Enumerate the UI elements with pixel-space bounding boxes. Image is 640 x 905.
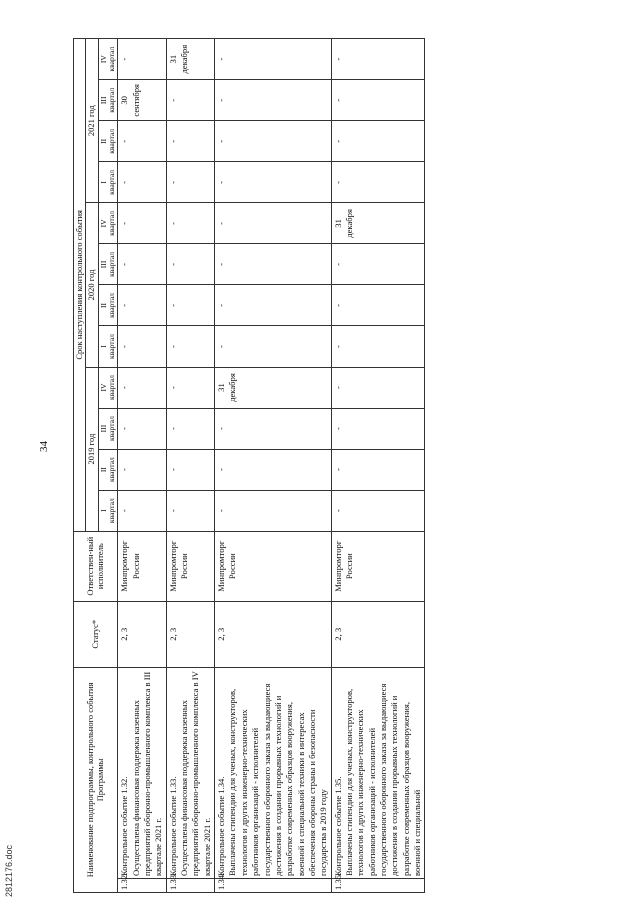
quarter-numeral: I (98, 509, 108, 512)
event-text: Выплачены стипендии для ученых, конструкторов, технологов и других инженерно-технических работников организаций - исполнителей государственного оборонного заказа за выдающиеся достижения в создании прорывных технологий и разработке современных образцов вооружения, военной и специальной техники в интересах обеспечения обороны страны и безопасности государства в 2019 году (227, 683, 329, 876)
quarter-deadline-cell: 31 декабря (166, 39, 214, 80)
quarter-deadline-cell: - (118, 121, 166, 162)
table-row (166, 39, 214, 893)
event-description (331, 667, 425, 878)
header-quarter-cell (98, 408, 118, 449)
quarter-deadline-cell: - (215, 408, 331, 449)
table-header (74, 39, 118, 893)
quarter-numeral: IV (98, 383, 108, 392)
quarter-deadline-cell: - (166, 203, 214, 244)
event-title: Контрольное событие 1.33. (167, 776, 178, 876)
header-quarter-cell (98, 244, 118, 285)
quarter-deadline-cell: - (331, 244, 425, 285)
quarter-deadline-cell: - (118, 490, 166, 531)
quarter-deadline-cell: - (331, 449, 425, 490)
quarter-deadline-cell: - (166, 244, 214, 285)
quarter-word: квартал (107, 87, 117, 113)
quarter-deadline-cell: - (166, 449, 214, 490)
quarter-deadline-cell: - (215, 162, 331, 203)
header-responsible-column: Ответствен-ный исполнитель (74, 531, 118, 601)
status-value: 2, 3 (215, 601, 331, 667)
responsible-executor: Минпромторг России (166, 531, 214, 601)
quarter-deadline-cell: - (166, 285, 214, 326)
header-quarter-cell (98, 162, 118, 203)
quarter-deadline-cell: - (331, 326, 425, 367)
quarter-numeral: I (98, 181, 108, 184)
table-row (118, 39, 166, 893)
quarter-deadline-cell: - (118, 326, 166, 367)
quarter-deadline-cell: - (331, 285, 425, 326)
row-number: 1.34. (215, 879, 331, 893)
quarter-deadline-cell: - (331, 121, 425, 162)
quarter-deadline-cell: 31 декабря (215, 367, 331, 408)
table-body (118, 39, 425, 893)
quarter-deadline-cell: - (331, 490, 425, 531)
quarter-deadline-cell: - (118, 449, 166, 490)
quarter-numeral: III (98, 96, 108, 105)
quarter-deadline-cell: 31 декабря (331, 203, 425, 244)
quarter-word: квартал (107, 169, 117, 195)
quarter-numeral: IV (98, 55, 108, 64)
event-title: Контрольное событие 1.35. (332, 776, 343, 876)
quarter-deadline-cell: - (166, 367, 214, 408)
header-quarter-cell (98, 39, 118, 80)
header-name-column: Наименование подпрограммы, контрольного события Программы (74, 667, 118, 892)
control-events-table (73, 38, 425, 893)
rotated-table-container (73, 38, 618, 893)
event-description (166, 667, 214, 878)
table-row (331, 39, 425, 893)
quarter-deadline-cell: - (331, 367, 425, 408)
quarter-numeral: III (98, 424, 108, 433)
quarter-numeral: II (98, 138, 108, 144)
quarter-deadline-cell: - (331, 39, 425, 80)
row-number: 1.33. (166, 879, 214, 893)
quarter-deadline-cell: - (215, 285, 331, 326)
header-quarter-cell (98, 285, 118, 326)
quarter-deadline-cell: 30 сентября (118, 80, 166, 121)
quarter-word: квартал (107, 457, 117, 483)
quarter-deadline-cell: - (118, 39, 166, 80)
quarter-deadline-cell: - (166, 80, 214, 121)
header-quarter-cell (98, 80, 118, 121)
quarter-numeral: I (98, 345, 108, 348)
event-text: Осуществлена финансовая поддержка казенных предприятий оборонно-промышленного комплекса в III квартале 2021 г. (130, 671, 164, 876)
quarter-deadline-cell: - (215, 326, 331, 367)
quarter-deadline-cell: - (166, 121, 214, 162)
header-quarter-cell (98, 121, 118, 162)
header-year-2019: 2019 год (86, 367, 98, 531)
quarter-deadline-cell: - (166, 408, 214, 449)
header-quarter-cell (98, 449, 118, 490)
quarter-deadline-cell: - (118, 408, 166, 449)
quarter-word: квартал (107, 252, 117, 277)
quarter-word: квартал (107, 46, 117, 72)
quarter-word: квартал (107, 416, 117, 442)
quarter-deadline-cell: - (215, 121, 331, 162)
event-text: Выплачены стипендии для ученых, конструкторов, технологов и других инженерно-технических работников организаций - исполнителей государственного оборонного заказа за выдающиеся достижения в создании прорывных технологий и разработке современных образцов вооружения, военной и специальной (343, 683, 422, 876)
quarter-word: квартал (107, 128, 117, 154)
header-year-2020: 2020 год (86, 203, 98, 367)
quarter-deadline-cell: - (118, 367, 166, 408)
responsible-executor: Минпромторг России (215, 531, 331, 601)
quarter-word: квартал (107, 293, 117, 318)
header-quarter-cell (98, 326, 118, 367)
status-value: 2, 3 (331, 601, 425, 667)
quarter-deadline-cell: - (331, 162, 425, 203)
quarter-deadline-cell: - (166, 490, 214, 531)
quarter-word: квартал (107, 334, 117, 359)
row-number: 1.35. (331, 879, 425, 893)
header-quarter-cell (98, 490, 118, 531)
status-value: 2, 3 (118, 601, 166, 667)
quarter-deadline-cell: - (166, 326, 214, 367)
event-title: Контрольное событие 1.32. (119, 776, 130, 876)
header-quarter-cell (98, 203, 118, 244)
page-number: 34 (38, 441, 50, 452)
event-text: Осуществлена финансовая поддержка казенных предприятий оборонно-промышленного комплекса в IV квартале 2021 г. (179, 671, 212, 876)
quarter-word: квартал (107, 498, 117, 524)
quarter-deadline-cell: - (331, 80, 425, 121)
quarter-deadline-cell: - (215, 203, 331, 244)
quarter-deadline-cell: - (166, 162, 214, 203)
quarter-deadline-cell: - (118, 244, 166, 285)
event-title: Контрольное событие 1.34. (216, 776, 227, 876)
responsible-executor: Минпромторг России (331, 531, 425, 601)
quarter-deadline-cell: - (215, 449, 331, 490)
quarter-deadline-cell: - (331, 408, 425, 449)
document-code: 2812176.doc (4, 844, 14, 897)
quarter-numeral: III (98, 260, 108, 269)
quarter-numeral: II (98, 302, 108, 308)
quarter-deadline-cell: - (118, 203, 166, 244)
quarter-deadline-cell: - (215, 80, 331, 121)
header-status-column: Статус* (74, 601, 118, 667)
quarter-word: квартал (107, 210, 117, 236)
header-year-2021: 2021 год (86, 39, 98, 203)
quarter-deadline-cell: - (215, 244, 331, 285)
quarter-deadline-cell: - (215, 39, 331, 80)
header-deadline: Срок наступления контрольного события (74, 39, 86, 532)
event-description (118, 667, 166, 878)
header-quarter-cell (98, 367, 118, 408)
quarter-numeral: II (98, 467, 108, 473)
quarter-deadline-cell: - (215, 490, 331, 531)
event-description (215, 667, 331, 878)
quarter-deadline-cell: - (118, 285, 166, 326)
row-number: 1.32. (118, 879, 166, 893)
quarter-deadline-cell: - (118, 162, 166, 203)
table-row (215, 39, 331, 893)
responsible-executor: Минпромторг России (118, 531, 166, 601)
quarter-word: квартал (107, 375, 117, 400)
quarter-numeral: IV (98, 219, 108, 228)
status-value: 2, 3 (166, 601, 214, 667)
